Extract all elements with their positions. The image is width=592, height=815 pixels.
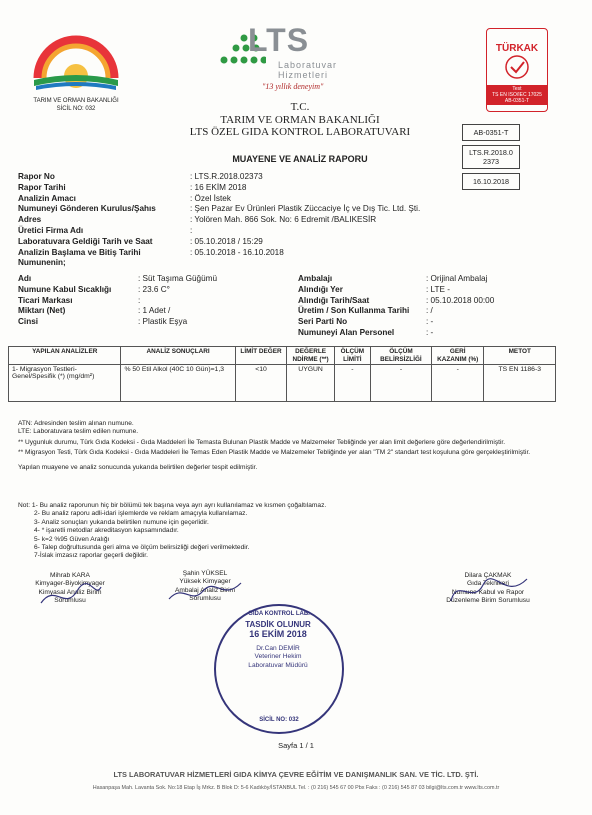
sample-right-row xyxy=(298,274,494,285)
note-lte: LTE: Laboratuvara teslim edilen numune. xyxy=(18,428,139,436)
sample-right-label: Alındığı Yer xyxy=(298,284,343,294)
sample-left-label: Cinsi xyxy=(18,317,39,327)
stamp-name: Dr.Can DEMİR xyxy=(256,645,300,652)
sig1-title3: Sorumlusu xyxy=(54,597,86,605)
sig3-title2: Numune Kabul ve Rapor xyxy=(451,588,525,596)
table-cell: - xyxy=(334,365,370,402)
sig2-name: Şahin YÜKSEL xyxy=(182,570,228,577)
info-row xyxy=(18,237,420,248)
lab-title: LTS ÖZEL GIDA KONTROL LABORATUVARI xyxy=(189,126,411,138)
info-value: : Şen Pazar Ev Ürünleri Plastik Züccaciye İç ve Dış Tic. Ltd. Şti. xyxy=(190,204,421,214)
lts-sub1: Laboratuvar xyxy=(278,60,338,70)
sample-right-row xyxy=(298,285,494,296)
side-boxes xyxy=(462,124,520,190)
info-row xyxy=(18,258,420,269)
info-row xyxy=(18,248,420,259)
sample-left-value: : 1 Adet / xyxy=(138,306,171,316)
signature-1 xyxy=(20,572,120,614)
footer-company: LTS LABORATUVAR HİZMETLERİ GIDA KİMYA ÇEVRE EĞİTİM VE DANIŞMANLIK SAN. VE TİC. LTD. ŞTİ. xyxy=(113,770,479,779)
sample-left-row xyxy=(18,274,217,285)
sig3-name: Dilara ÇAKMAK xyxy=(464,572,512,579)
turkak-standard: TS EN ISO/IEC 17025 xyxy=(492,92,542,98)
sig1-title2: Kimyasal Analiz Birim xyxy=(38,588,102,596)
stamp-ring-bottom: SİCİL NO: 032 xyxy=(259,717,299,723)
ministry-title: TARIM VE ORMAN BAKANLIĞI xyxy=(220,113,380,126)
info-value xyxy=(190,258,420,269)
info-label: Laboratuvara Geldiği Tarih ve Saat xyxy=(18,236,153,246)
sample-left-label: Miktarı (Net) xyxy=(18,306,66,316)
sample-right-row xyxy=(298,296,494,307)
ministry-logo xyxy=(30,30,122,114)
report-info xyxy=(18,172,420,269)
table-header: ÖLÇÜM BELİRSİZLİĞİ xyxy=(370,347,431,365)
lts-sub2: Hizmetleri xyxy=(278,70,329,80)
sample-left-row xyxy=(18,317,217,328)
info-label: Analizin Amacı xyxy=(18,193,76,203)
info-value: : xyxy=(190,225,193,235)
tc-label: T.C. xyxy=(290,101,310,113)
info-row xyxy=(18,183,420,194)
info-label: Numunenin; xyxy=(18,258,66,268)
sample-right-label: Üretim / Son Kullanma Tarihi xyxy=(298,306,410,316)
stamp-text xyxy=(216,620,340,670)
info-label: Numuneyi Gönderen Kurulus/Şahıs xyxy=(18,204,156,214)
note-conformity: ** Uygunluk durumu, Türk Gıda Kodeksi - Gıda Maddeleri İle Temasta Bulunan Plastik Madde ve Malzemeler Tebliğinde yer alan limit değerlere göre değerlendirilmiştir. xyxy=(18,438,506,446)
sample-left-row xyxy=(18,285,217,296)
footnote-2: 2- Bu analiz raporu adli-idari işlemlerde ve reklam amaçıyla kullanılamaz. xyxy=(34,510,248,518)
analysis-table xyxy=(8,346,556,402)
sample-left-label: Numune Kabul Sıcaklığı xyxy=(18,284,112,294)
sample-right-label: Seri Parti No xyxy=(298,317,348,327)
ministry-sicil: SİCİL NO: 032 xyxy=(56,106,96,113)
sample-left-value: : Süt Taşıma Güğümü xyxy=(138,274,218,283)
info-value: : LTS.R.2018.02373 xyxy=(190,172,263,181)
info-row xyxy=(18,194,420,205)
sig3-signature xyxy=(443,571,533,611)
table-header: DEĞERLE NDİRME (**) xyxy=(287,347,335,365)
date-box: 16.10.2018 xyxy=(462,173,520,190)
footnote-7: 7-İslak imzasız raporlar geçerli değildir. xyxy=(34,552,148,560)
turkak-brand: TÜRKAK xyxy=(495,43,539,54)
note-result: Yapılan muayene ve analiz sonucunda yukarıda belirtilen değerler tespit edilmiştir. xyxy=(18,463,258,471)
info-value: : 05.10.2018 - 16.10.2018 xyxy=(190,247,284,257)
accreditation-box: AB-0351-T xyxy=(462,124,520,141)
table-header: YAPILAN ANALİZLER xyxy=(9,347,121,365)
info-row xyxy=(18,172,420,183)
sample-left-row xyxy=(18,306,217,317)
table-header: GERİ KAZANIM (%) xyxy=(431,347,484,365)
sig2-title3: Sorumlusu xyxy=(189,595,221,603)
sig3-title3: Düzenleme Birim Sorumlusu xyxy=(446,597,530,605)
info-label: Analizin Başlama ve Bitiş Tarihi xyxy=(18,247,141,257)
footnote-3: 3- Analiz sonuçları yukarıda belirtilen numune için geçerlidir. xyxy=(34,518,209,526)
sample-left xyxy=(18,274,217,328)
sig3-title1: Gıda Teknikeri xyxy=(466,580,510,588)
note-atn: ATN: Adresinden teslim alınan numune. xyxy=(18,420,134,427)
info-row xyxy=(18,215,420,226)
sample-right-row xyxy=(298,328,494,339)
footnote-5: 5- k=2 %95 Güven Aralığı xyxy=(34,535,110,543)
sig1-title1: Kimyager-Biyokimyager xyxy=(35,580,105,588)
page-number: Sayfa 1 / 1 xyxy=(278,741,314,750)
turkak-check-icon xyxy=(504,54,530,80)
info-row xyxy=(18,226,420,237)
signature-3 xyxy=(418,572,558,614)
sample-right-value: : / xyxy=(426,306,433,316)
ministry-logo-caption: TARIM VE ORMAN BAKANLIĞI xyxy=(33,98,119,104)
sample-right-label: Ambalajı xyxy=(298,274,333,283)
table-cell: UYGUN xyxy=(287,365,335,402)
sample-left-value: : xyxy=(138,295,141,305)
sample-left-label: Adı xyxy=(18,274,32,283)
info-label: Üretici Firma Adı xyxy=(18,225,84,235)
stamp-ring-top: GIDA KONTROL LAB. xyxy=(248,611,310,617)
sig2-title2: Ambalaj Analiz Birim xyxy=(174,586,236,594)
sample-right-row xyxy=(298,306,494,317)
lts-brand: LTS xyxy=(248,22,310,58)
sample-right xyxy=(298,274,494,339)
notes xyxy=(18,420,538,472)
info-label: Adres xyxy=(18,215,42,225)
table-header: LİMİT DEĞER xyxy=(235,347,287,365)
turkak-code: AB-0351-T xyxy=(504,98,530,104)
table-cell: - xyxy=(431,365,484,402)
table-header: METOT xyxy=(484,347,556,365)
turkak-test: Test xyxy=(512,86,522,92)
lts-slogan: "13 yıllık deneyim" xyxy=(262,82,324,91)
info-label: Rapor No xyxy=(18,172,55,181)
footnote-6: 6- Talep doğrultusunda geri alma ve ölçüm belirsizliği değeri verilmektedir. xyxy=(34,544,250,552)
info-row xyxy=(18,204,420,215)
table-cell: TS EN 1186-3 xyxy=(484,365,556,402)
table-header: ANALİZ SONUÇLARI xyxy=(121,347,235,365)
sample-left-value: : 23.6 C° xyxy=(138,284,170,294)
info-value: : 16 EKİM 2018 xyxy=(190,182,247,192)
footnote-4: 4- * işaretli metodlar akreditasyon kapsamındadır. xyxy=(34,527,179,535)
sample-right-row xyxy=(298,317,494,328)
sample-right-value: : LTE - xyxy=(426,284,450,294)
table-cell: - xyxy=(370,365,431,402)
sample-left-label: Ticari Markası xyxy=(18,295,73,305)
sample-right-label: Numuneyi Alan Personel xyxy=(298,327,395,337)
sample-right-label: Alındığı Tarih/Saat xyxy=(298,295,370,305)
footnotes xyxy=(18,502,538,561)
sig2-title1: Yüksek Kimyager xyxy=(179,578,231,586)
info-label: Rapor Tarihi xyxy=(18,182,66,192)
sample-right-value: : - xyxy=(426,317,434,327)
sig1-signature xyxy=(35,581,105,611)
sun-field-icon xyxy=(30,30,122,92)
signature-2 xyxy=(150,570,260,612)
table-cell: 1- Migrasyon Testleri-Genel/Spesifik (*) (mg/dm²) xyxy=(9,365,121,402)
sample-right-value: : 05.10.2018 00:00 xyxy=(426,295,495,305)
sample-right-value: : - xyxy=(426,327,434,337)
table-row xyxy=(9,365,556,402)
table-cell: % 50 Etil Alkol (40C 10 Gün)=1,3 xyxy=(121,365,235,402)
report-title: MUAYENE VE ANALİZ RAPORU xyxy=(232,154,368,164)
sample-left-row xyxy=(18,296,217,307)
report-no-box: LTS.R.2018.0 2373 xyxy=(462,145,520,169)
turkak-logo xyxy=(486,28,548,112)
footnote-1: Not: 1- Bu analiz raporunun hiç bir bölümü tek başına veya ayrı ayrı kullanılamaz ve kısmen çoğaltılamaz. xyxy=(18,502,327,509)
info-value: : Yolören Mah. 866 Sok. No: 6 Edremit /BALIKESİR xyxy=(190,215,377,225)
info-value: : 05.10.2018 / 15:29 xyxy=(190,236,263,246)
footer-address: Hasanpaşa Mah. Lavanta Sok. No:18 Etap İş Mrkz. B Blok D: 5-6 Kadıköy/İSTANBUL Tel. : (0 216) 545 67 00 Pbx Faks : (0 216) 545 87 03 bilgi@lts.com.tr www.lts.com.tr xyxy=(92,785,500,791)
lts-logo xyxy=(218,24,368,94)
sig1-name: Mihrab KARA xyxy=(50,572,90,579)
table-cell: <10 xyxy=(235,365,287,402)
sig2-signature xyxy=(165,579,245,609)
stamp-date: 16 EKİM 2018 xyxy=(249,629,307,639)
stamp-title2: Laboratuvar Müdürü xyxy=(248,661,308,669)
info-value: : Özel İstek xyxy=(190,193,231,203)
note-migration: ** Migrasyon Testi, Türk Gıda Kodeksi - Gıda Maddeleri İle Temas Eden Plastik Madde ve Malzemeler Tebliğinde yer alan "TM 2" standart test koşuluna göre gerçekleştirilmiştir. xyxy=(18,449,531,457)
sample-left-value: : Plastik Eşya xyxy=(138,317,188,327)
sample-right-value: : Orijinal Ambalaj xyxy=(426,274,488,283)
stamp-approved: TASDİK OLUNUR xyxy=(245,620,311,629)
table-header: ÖLÇÜM LİMİTİ xyxy=(334,347,370,365)
stamp-title1: Veteriner Hekim xyxy=(254,653,302,661)
